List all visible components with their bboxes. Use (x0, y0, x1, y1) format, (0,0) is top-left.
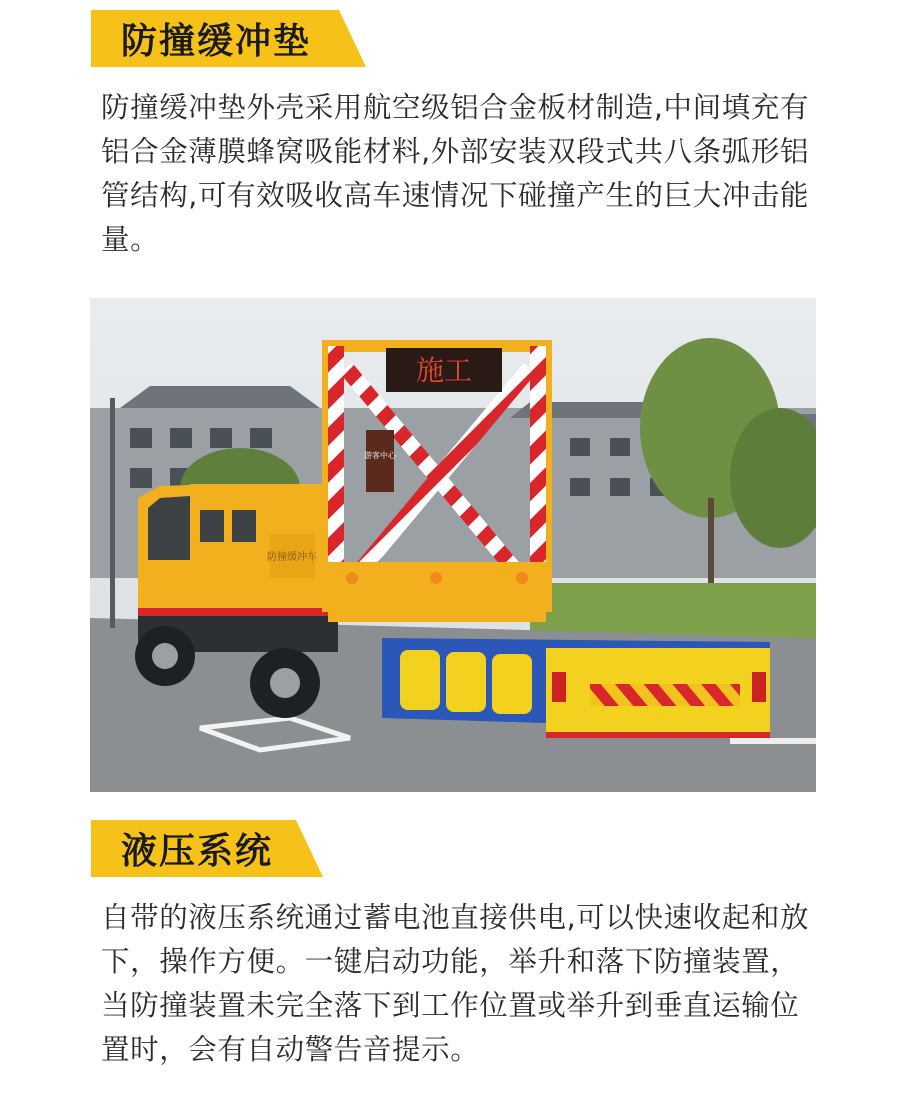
led-sign-text: 施工 (415, 354, 473, 387)
section-title-tag-1 (91, 10, 311, 67)
truck-illustration (90, 298, 816, 792)
section-title-2: 液压系统 (121, 831, 274, 872)
truck-photo (90, 298, 816, 792)
tourist-sign-text: 游客中心 (364, 451, 396, 460)
section-title-tag-2 (91, 820, 273, 877)
section-body-1: 防撞缓冲垫外壳采用航空级铝合金板材制造,中间填充有铝合金薄膜蜂窝吸能材料,外部安装双段式共八条弧形铝管结构,可有效吸收高车速情况下碰撞产生的巨大冲击能量。 (101, 91, 810, 256)
truck-door-text: 防撞缓冲车 (267, 552, 317, 563)
section-body-2: 自带的液压系统通过蓄电池直接供电,可以快速收起和放下，操作方便。一键启动功能，举升和落下防撞装置，当防撞装置未完全落下到工作位置或举升到垂直运输位置时，会有自动警告音提示。 (101, 901, 810, 1066)
section-title-1: 防撞缓冲垫 (121, 21, 312, 62)
